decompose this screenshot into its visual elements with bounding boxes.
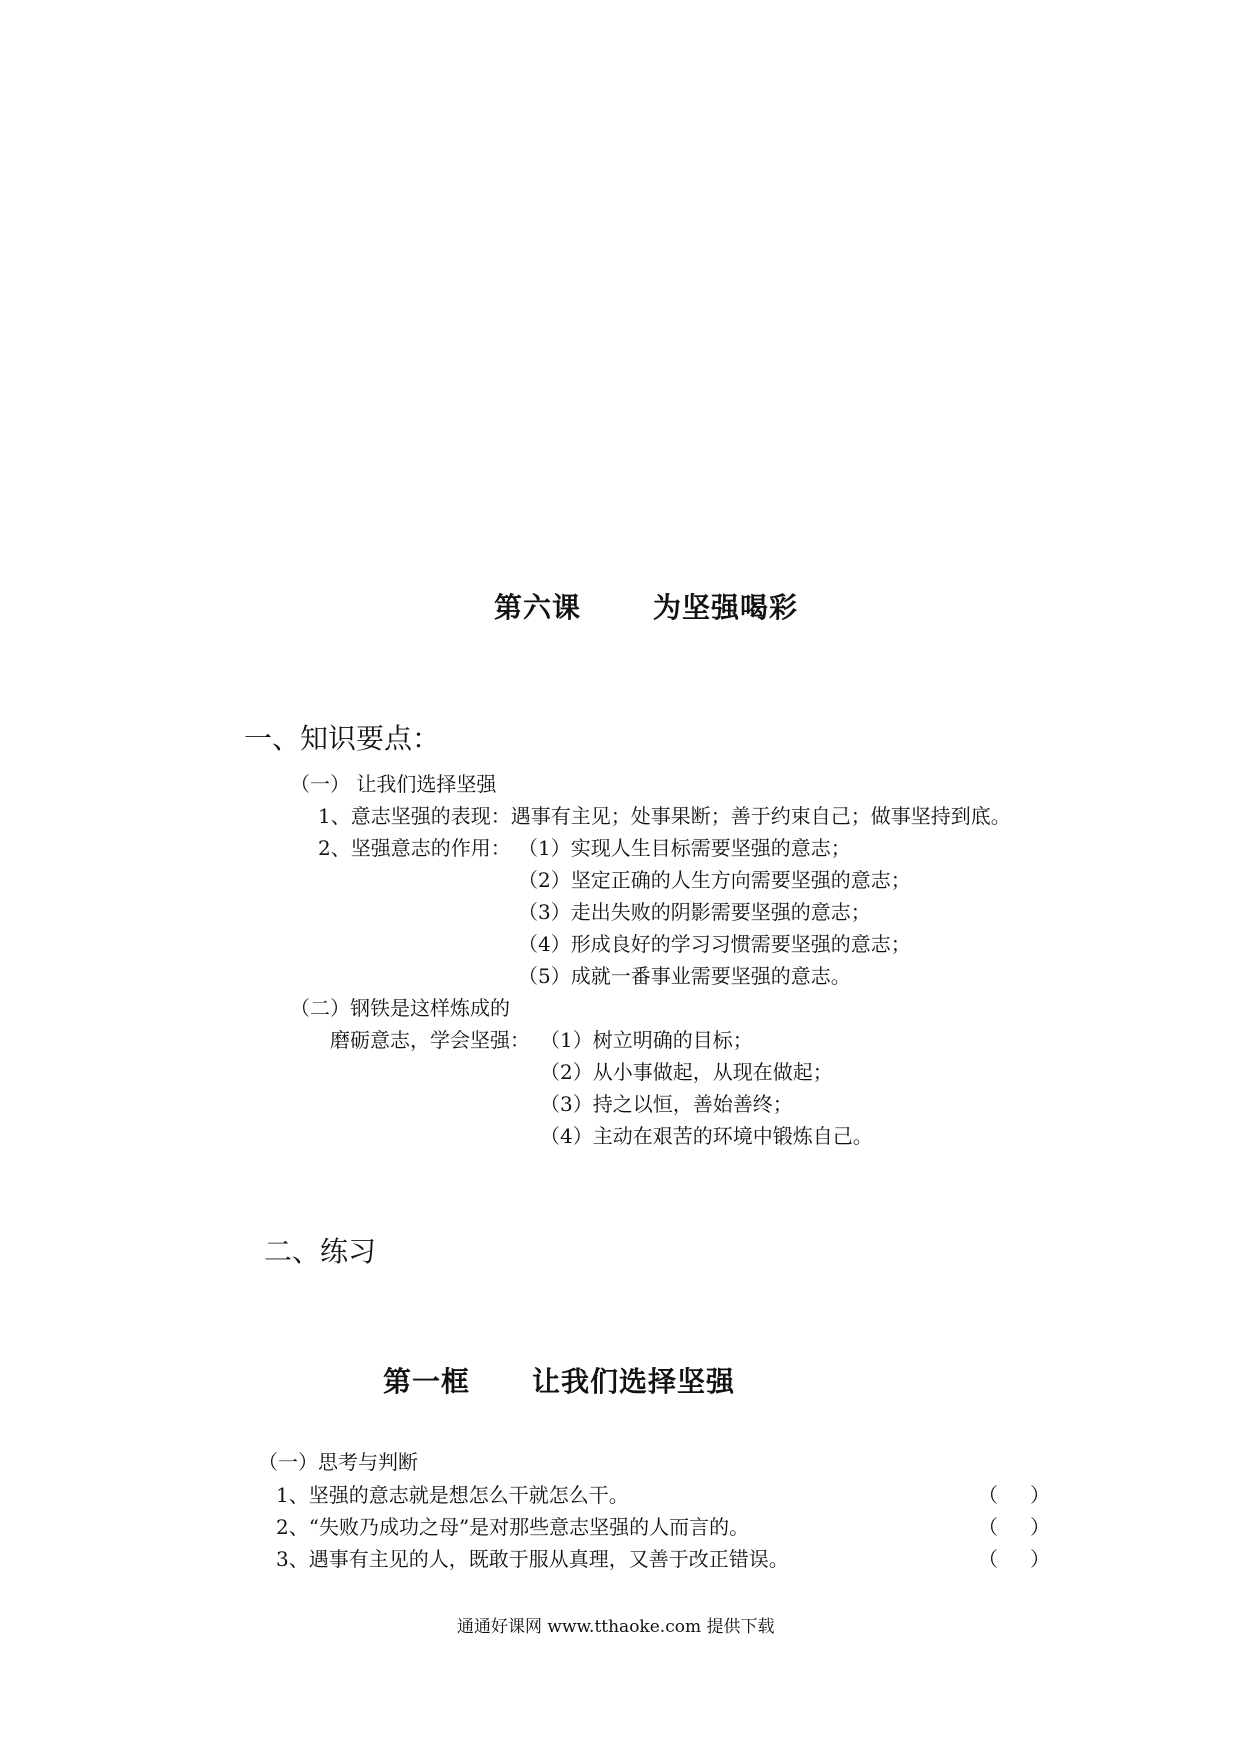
lesson-number: 第六课 bbox=[494, 591, 582, 624]
answer-blank-open: （ bbox=[978, 1547, 998, 1571]
list-item-lead: 2、坚强意志的作用： bbox=[318, 836, 511, 860]
part-heading-choose-strong: （一） 让我们选择坚强 bbox=[290, 772, 497, 796]
footer-text: 通通好课网 www.tthaoke.com 提供下载 bbox=[457, 1617, 775, 1637]
part-heading-judge: （一）思考与判断 bbox=[258, 1450, 418, 1474]
answer-blank-open: （ bbox=[978, 1515, 998, 1539]
lesson-title: 为坚强喝彩 bbox=[653, 591, 799, 624]
question-text: 1、坚强的意志就是想怎么干就怎么干。 bbox=[276, 1483, 629, 1507]
list-item: （1）实现人生目标需要坚强的意志； bbox=[518, 836, 851, 860]
question-text: 2、“失败乃成功之母”是对那些意志坚强的人而言的。 bbox=[276, 1515, 750, 1539]
list-item: （4）主动在艰苦的环境中锻炼自己。 bbox=[540, 1124, 873, 1148]
answer-blank-close: ） bbox=[1030, 1547, 1050, 1571]
part-heading-steel: （二）钢铁是这样炼成的 bbox=[290, 996, 510, 1020]
frame-label: 第一框 bbox=[383, 1365, 471, 1398]
question-text: 3、遇事有主见的人，既敢于服从真理，又善于改正错误。 bbox=[276, 1547, 789, 1571]
list-item: （2）坚定正确的人生方向需要坚强的意志； bbox=[518, 868, 911, 892]
list-item: （3）持之以恒，善始善终； bbox=[540, 1092, 793, 1116]
list-item-lead: 磨砺意志，学会坚强： bbox=[330, 1028, 530, 1052]
list-item: （4）形成良好的学习习惯需要坚强的意志； bbox=[518, 932, 911, 956]
list-item: （5）成就一番事业需要坚强的意志。 bbox=[518, 964, 851, 988]
list-item: （2）从小事做起，从现在做起； bbox=[540, 1060, 833, 1084]
answer-blank-close: ） bbox=[1030, 1515, 1050, 1539]
list-item: （3）走出失败的阴影需要坚强的意志； bbox=[518, 900, 871, 924]
section-heading-practice: 二、练习 bbox=[264, 1235, 377, 1268]
list-item: 1、意志坚强的表现：遇事有主见；处事果断；善于约束自己；做事坚持到底。 bbox=[318, 804, 1011, 828]
answer-blank-close: ） bbox=[1030, 1483, 1050, 1507]
frame-title: 让我们选择坚强 bbox=[532, 1365, 736, 1398]
section-heading-knowledge: 一、知识要点： bbox=[244, 722, 441, 755]
answer-blank-open: （ bbox=[978, 1483, 998, 1507]
list-item: （1）树立明确的目标； bbox=[540, 1028, 753, 1052]
